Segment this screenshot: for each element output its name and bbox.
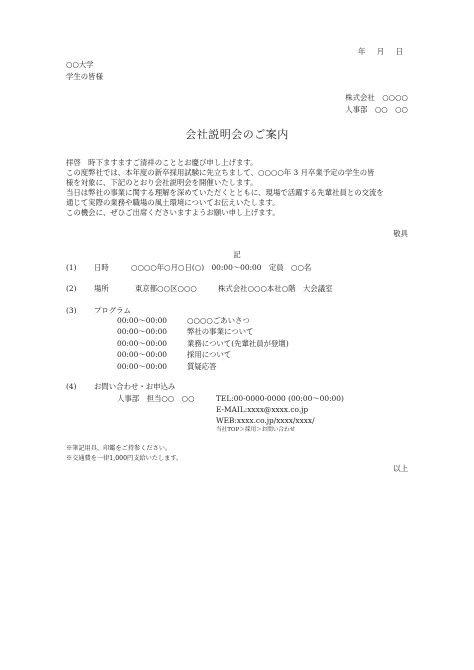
program-desc: 弊社の事業について [187, 327, 254, 336]
item4-number: (4) [66, 382, 77, 391]
item3-label: プログラム [94, 306, 131, 315]
body-line: 当日は弊社の事業に関する理解を深めていただくとともに、現場で活躍する先輩社員との交流を [66, 188, 384, 197]
body-line: この度弊社では、本年度の新卒採用試験に先立ちまして、○○○○年 3 月卒業予定の学生の皆 [66, 168, 375, 177]
program-time: 00:00～00:00 [117, 339, 167, 348]
item2-number: (2) [66, 284, 77, 293]
body-line: 様を対象に、下記のとおり会社説明会を開催いたします。 [66, 178, 258, 187]
item1-number: (1) [66, 263, 77, 272]
contact-dept: 人事部 担当○○ ○○ [117, 394, 195, 403]
contact-web: WEB:xxxx.co.jp/xxxx/xxxx/ [216, 416, 315, 425]
end-ijou: 以上 [393, 464, 408, 473]
date-line: 年 月 日 [358, 47, 405, 56]
item1-value: ○○○○年○月○日(○) 00:00～00:00 定員 ○○名 [131, 263, 312, 272]
body-line: 拝啓 時下ますますご清祥のこととお慶び申し上げます。 [66, 158, 258, 167]
note-line: ※交通費を一律1,000円支給いたします。 [66, 455, 183, 462]
closing-keigu: 敬具 [393, 229, 408, 238]
item2-venue: 株式会社○○○本社○階 大会議室 [218, 284, 333, 293]
program-desc: 質疑応答 [187, 362, 217, 371]
recipient-university: ○○大学 [66, 60, 94, 69]
note-line: ※筆記用具、印鑑をご持参ください。 [66, 445, 172, 452]
program-time: 00:00～00:00 [117, 350, 167, 359]
sender-dept: 人事部 ○○ ○○ [345, 105, 408, 114]
program-time: 00:00～00:00 [117, 362, 167, 371]
item2-label: 場所 [94, 284, 109, 293]
program-time: 00:00～00:00 [117, 327, 167, 336]
contact-tel: TEL:00-0000-0000 (00:00～00:00) [216, 394, 344, 403]
body-line: 通じて実際の業務や職場の風土環境についてお伝えいたします。 [66, 198, 280, 207]
program-desc: 業務について(先輩社員が登壇) [187, 339, 289, 348]
item1-label: 日時 [94, 263, 109, 272]
ki-heading: 記 [233, 250, 241, 259]
item3-number: (3) [66, 306, 77, 315]
recipient-students: 学生の皆様 [66, 72, 103, 81]
contact-email: E-MAIL:xxxx@xxxx.co.jp [216, 405, 309, 414]
body-line: この機会に、ぜひご出席くださいますようお願い申し上げます。 [66, 208, 280, 217]
program-desc: ○○○○ごあいさつ [187, 316, 250, 325]
sender-company: 株式会社 ○○○○ [345, 93, 408, 102]
item2-address: 東京都○○区○○○ [135, 284, 197, 293]
program-desc: 採用について [187, 350, 232, 359]
body-text [66, 158, 411, 218]
program-time: 00:00～00:00 [117, 316, 167, 325]
contact-web-note: 当社TOP＞採用＞お問い合わせ [216, 427, 296, 433]
item4-label: お問い合わせ・お申込み [94, 382, 176, 391]
document-title: 会社説明会のご案内 [185, 128, 289, 141]
